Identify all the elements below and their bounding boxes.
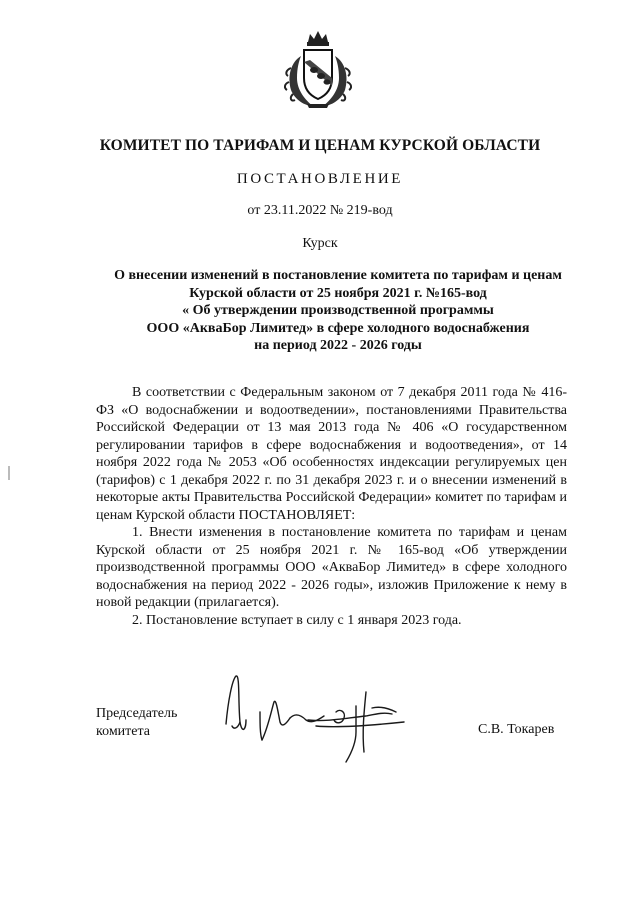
title-line: ООО «АкваБор Лимитед» в сфере холодного водоснабжения	[146, 320, 530, 336]
title-line: О внесении изменений в постановление комитета по тарифам и ценам	[114, 268, 562, 283]
issuer-heading: КОМИТЕТ ПО ТАРИФАМ И ЦЕНАМ КУРСКОЙ ОБЛАСТИ	[99, 137, 541, 154]
body-paragraph-item-1: 1. Внести изменения в постановление комитета по тарифам и ценам Курской области от 25 ноября 2021 г. № 165-вод «Об утверждении производственной программы ООО «АкваБор Лимитед» в сфере холодного водоснабжения на период 2022 - 2026 годы», изложив Приложение к нему в новой редакции (прилагается).	[96, 525, 567, 610]
title-line: на период 2022 - 2026 годы	[254, 338, 422, 353]
signer-name: С.В. Токарев	[478, 722, 555, 737]
document-title	[96, 267, 580, 355]
body-paragraph-preamble: В соответствии с Федеральным законом от 7 декабря 2011 года № 416-ФЗ «О водоснабжении и водоотведении», постановлениями Правительства Российской Федерации от 13 мая 2013 года № 406 «О государственном регулировании тарифов в сфере водоснабжения и водоотведения», от 14 ноября 2022 года № 2053 «Об особенностях индексации регулируемых цен (тарифов) с 1 декабря 2022 г. по 31 декабря 2023 г. и о внесении изменений в некоторые акты Правительства Российской Федерации» комитет по тарифам и ценам Курской области ПОСТАНОВЛЯЕТ:	[96, 385, 567, 523]
signer-role-line: Председатель	[96, 706, 178, 721]
signer-role	[96, 705, 177, 740]
kursk-region-coat-of-arms-icon	[283, 28, 353, 110]
document-type: ПОСТАНОВЛЕНИЕ	[236, 171, 404, 187]
title-line: Курской области от 25 ноября 2021 г. №165-вод	[189, 285, 487, 301]
body-paragraph-item-2: 2. Постановление вступает в силу с 1 января 2023 года.	[132, 612, 462, 628]
handwritten-signature	[216, 672, 412, 768]
document-body	[96, 384, 567, 629]
document-date-number: от 23.11.2022 № 219-вод	[247, 203, 393, 218]
document-city: Курск	[302, 236, 338, 251]
scan-margin-mark	[8, 466, 10, 480]
title-line: « Об утверждении производственной программы	[182, 303, 494, 318]
signer-role-line: комитета	[96, 723, 151, 739]
